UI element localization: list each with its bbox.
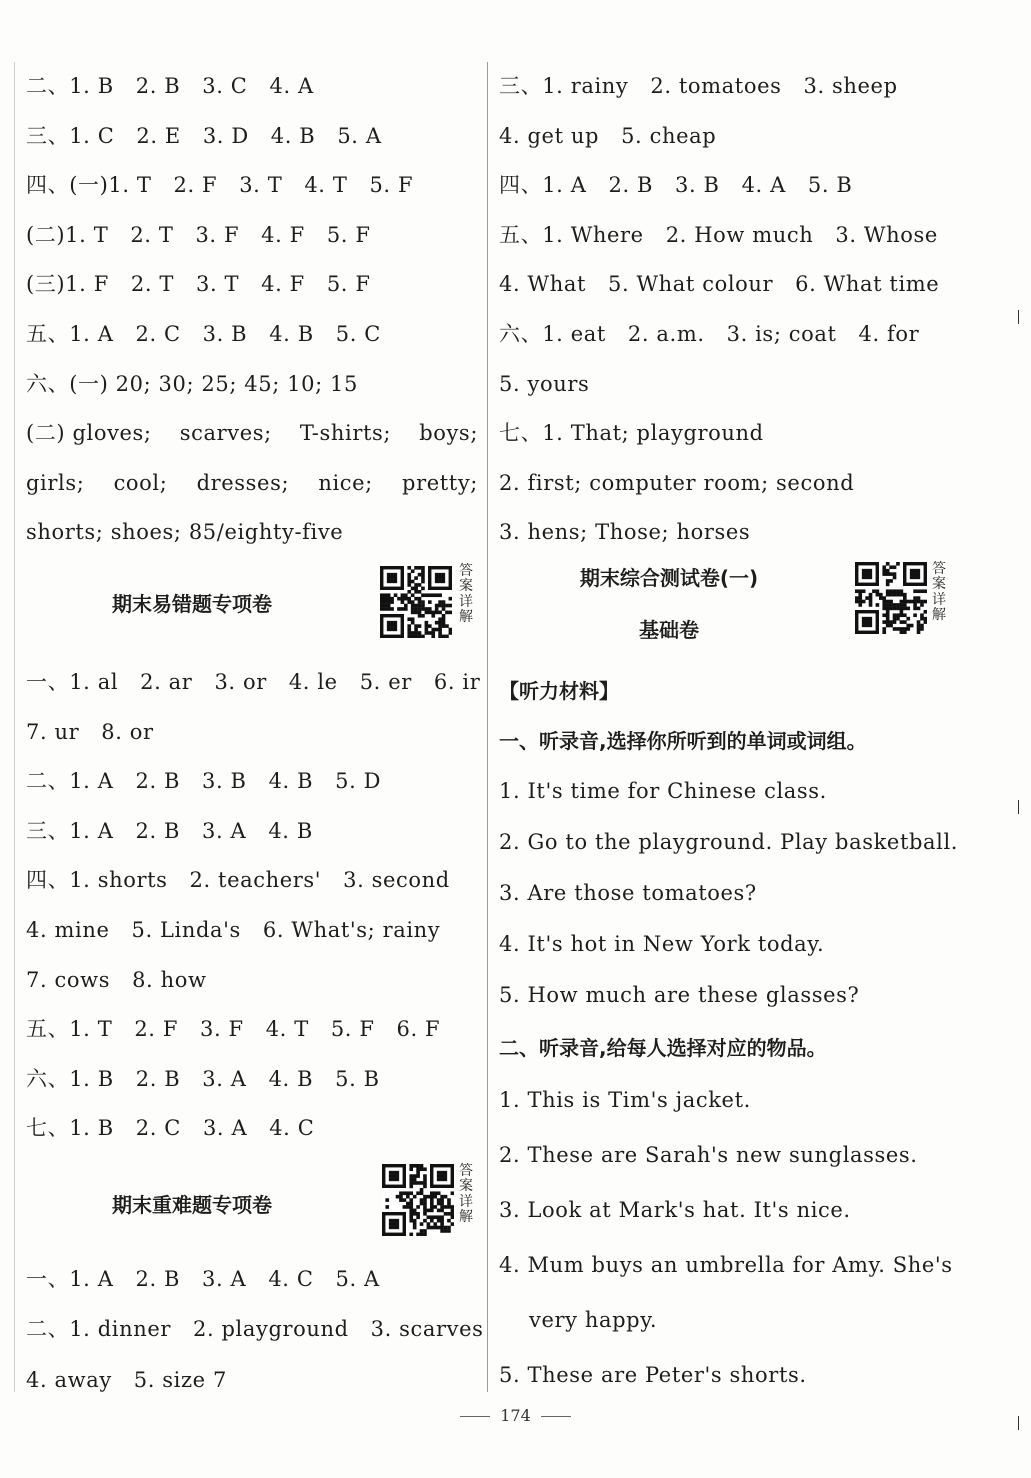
answer-item: 4. away	[26, 1367, 112, 1392]
answer-item: 5. F	[326, 272, 371, 297]
script-line	[499, 868, 959, 919]
answer-line	[499, 459, 959, 509]
answer-item: 4. F	[261, 222, 305, 247]
answer-item: 5. B	[335, 1066, 380, 1091]
answer-item: 3. scarves	[370, 1317, 484, 1342]
answer-item: 一、1. A	[26, 1266, 114, 1291]
footer-dash	[460, 1416, 490, 1417]
answer-line	[26, 906, 478, 956]
answer-item: cool;	[113, 470, 168, 495]
answer-item: 三、1. A	[26, 818, 114, 843]
answer-line	[26, 459, 478, 509]
answer-item: 2. a.m.	[627, 321, 705, 346]
answer-item: 3. sheep	[803, 74, 898, 98]
answer-line	[26, 161, 478, 211]
script-line	[499, 1238, 959, 1293]
answer-item: 2. C	[135, 321, 181, 346]
answer-item: 4. C	[268, 1266, 314, 1291]
answer-item: 2. B	[135, 74, 181, 98]
answer-item: 4. mine	[26, 917, 110, 942]
answer-item: 4. What	[499, 272, 586, 297]
answer-block	[499, 62, 959, 558]
answer-line	[26, 62, 478, 112]
answer-line	[26, 1104, 478, 1154]
listening-script	[499, 766, 959, 1021]
column-divider	[487, 62, 488, 1392]
answer-item: 3. Look at Mark's hat. It's nice.	[499, 1197, 851, 1222]
answer-item: 4. B	[269, 321, 314, 346]
answer-item: 2. playground	[193, 1317, 349, 1342]
answer-item: boys;	[419, 421, 478, 446]
answer-item: 5. C	[335, 321, 381, 346]
script-line	[499, 970, 959, 1021]
answer-item: 3. second	[343, 868, 450, 893]
answer-item: 3. D	[202, 123, 249, 148]
answer-line	[26, 360, 478, 410]
answer-item: 3. A	[202, 1116, 248, 1141]
answer-item: 5. These are Peter's shorts.	[499, 1362, 807, 1387]
answer-item: dresses;	[196, 470, 290, 495]
answer-item: 2. How much	[665, 222, 814, 247]
qr-caption: 答 案 详 解	[459, 1162, 473, 1226]
answer-line	[26, 508, 478, 558]
answer-item: 5. What colour	[607, 272, 774, 297]
answer-item: 2. tomatoes	[650, 74, 782, 98]
answer-line	[26, 1355, 478, 1406]
margin-mark	[1018, 800, 1019, 814]
section-title: 期末综合测试卷(一)	[579, 565, 759, 590]
answer-item: 2. teachers'	[189, 868, 322, 893]
answer-line	[26, 956, 478, 1006]
answer-line	[499, 360, 959, 410]
answer-item: nice;	[318, 470, 373, 495]
answer-item: 4. Mum buys an umbrella for Amy. She's	[499, 1252, 953, 1277]
qr-caption: 答 案 详 解	[459, 562, 473, 626]
answer-item: 四、1. shorts	[26, 868, 168, 893]
answer-line	[26, 1304, 484, 1355]
answer-item: 2. ar	[140, 669, 193, 694]
answer-item: 3. F	[195, 222, 240, 247]
answer-item: 二、1. A	[26, 769, 114, 794]
answer-line	[499, 211, 959, 261]
listening-script	[499, 1073, 959, 1403]
answer-item: 3. B	[202, 769, 247, 794]
answer-line	[499, 508, 959, 558]
answer-item: shorts; shoes; 85/eighty-five	[26, 520, 344, 545]
answer-item: 5. F	[369, 173, 414, 198]
answer-item: 5. A	[335, 1266, 380, 1291]
answer-item: 3. A	[202, 1066, 247, 1091]
answer-item: 8. or	[101, 719, 154, 744]
answer-item: 五、1. T	[26, 1017, 113, 1042]
answer-block	[26, 409, 478, 508]
answer-item: 三、1. C	[26, 123, 115, 148]
answer-item: 4. B	[270, 123, 316, 148]
answer-item: 4. for	[858, 321, 920, 346]
answer-line	[26, 112, 478, 162]
answer-item: 6. What time	[795, 272, 940, 297]
answer-item: (二)1. T	[26, 222, 109, 247]
answer-item: 3. is; coat	[726, 321, 837, 346]
answer-line	[26, 658, 481, 708]
answer-item: 七、1. That; playground	[499, 421, 764, 446]
page-edge-line	[14, 62, 15, 1392]
section-subtitle: 基础卷	[639, 617, 699, 642]
answer-item: 6. ir	[433, 669, 481, 694]
answer-item: 5. F	[326, 222, 371, 247]
answer-item: 4. B	[268, 1066, 314, 1091]
answer-item: 5. How much are these glasses?	[499, 982, 860, 1007]
left-column	[26, 62, 484, 1405]
answer-item: 7. cows	[26, 967, 111, 992]
answer-line	[26, 310, 478, 360]
answer-item: 二、1. dinner	[26, 1317, 171, 1342]
answer-item: 1. This is Tim's jacket.	[499, 1087, 751, 1112]
script-line	[499, 1183, 959, 1238]
answer-item: 七、1. B	[26, 1116, 114, 1141]
answer-item: 二、1. B	[26, 74, 114, 98]
answer-item: 2. B	[135, 1266, 181, 1291]
answer-item: 3. A	[202, 1266, 247, 1291]
part2-heading: 二、听录音,给每人选择对应的物品。	[499, 1035, 827, 1060]
answer-item: 四、1. A	[499, 173, 587, 198]
section-header-yicuoti	[26, 558, 478, 658]
answer-line	[26, 1254, 478, 1305]
answer-item: 2. B	[135, 1066, 181, 1091]
answer-item: T-shirts;	[299, 421, 392, 446]
part1-heading: 一、听录音,选择你所听到的单词或词组。	[499, 728, 867, 753]
answer-item: 2. B	[135, 818, 181, 843]
answer-item: 5. B	[807, 173, 853, 198]
qr-code-icon[interactable]	[380, 566, 452, 638]
answer-item: 六、1. eat	[499, 321, 606, 346]
answer-item: 2. These are Sarah's new sunglasses.	[499, 1142, 918, 1167]
answer-item: 4. C	[269, 1116, 315, 1141]
answer-item: 2. B	[608, 173, 654, 198]
answer-line	[499, 161, 959, 211]
answer-item: 2. E	[136, 123, 181, 148]
script-line	[499, 919, 959, 970]
qr-code-icon[interactable]	[382, 1164, 454, 1236]
answer-line	[499, 409, 959, 459]
answer-item: 5. size 7	[133, 1367, 227, 1392]
answer-item: 3. B	[202, 321, 248, 346]
page-number: 174	[500, 1406, 531, 1425]
answer-item: 2. F	[134, 1017, 179, 1042]
script-line	[499, 817, 959, 868]
answer-item: 5. F	[330, 1017, 375, 1042]
answer-item: 3. F	[200, 1017, 244, 1042]
footer-dash	[541, 1416, 571, 1417]
answer-item: 2. Go to the playground. Play basketball.	[499, 829, 959, 854]
answer-item: 六、(一) 20; 30; 25; 45; 10; 15	[26, 371, 358, 396]
answer-line	[26, 1005, 478, 1055]
answer-item: 4. A	[741, 173, 786, 198]
answer-item: 3. C	[202, 74, 248, 98]
answer-line	[26, 708, 478, 758]
margin-mark	[1018, 310, 1019, 324]
page-footer	[0, 1406, 1031, 1425]
answer-item: 3. B	[675, 173, 720, 198]
answer-item: scarves;	[179, 421, 272, 446]
script-line	[499, 1073, 959, 1128]
answer-item: 4. A	[269, 74, 314, 98]
section-header-qimo-zonghe	[499, 558, 959, 666]
answer-item: 4. T	[265, 1017, 309, 1042]
answer-item: 4. F	[261, 272, 305, 297]
answer-item: 5. er	[359, 669, 412, 694]
answer-item: 4. B	[268, 769, 314, 794]
answer-item: 四、(一)1. T	[26, 173, 152, 198]
script-line	[499, 766, 959, 817]
answer-item: 3. T	[196, 272, 240, 297]
answer-item: 2. T	[130, 272, 174, 297]
answer-line	[499, 310, 959, 360]
answer-item: 2. T	[130, 222, 174, 247]
answer-line	[26, 807, 478, 857]
answer-item: 3. T	[239, 173, 283, 198]
answer-item: (三)1. F	[26, 272, 109, 297]
answer-item: 2. B	[135, 769, 181, 794]
answer-item: 6. F	[396, 1017, 441, 1042]
answer-line	[26, 856, 478, 906]
qr-code-icon[interactable]	[855, 562, 927, 634]
answer-item: 4. get up	[499, 123, 600, 148]
answer-item: (二) gloves;	[26, 421, 152, 446]
answer-item: 5. D	[335, 769, 382, 794]
answer-item: 7. ur	[26, 719, 80, 744]
answer-block	[26, 658, 481, 1154]
section-title: 期末重难题专项卷	[112, 1192, 272, 1217]
answer-item: girls;	[26, 470, 85, 495]
answer-line	[499, 112, 959, 162]
right-column	[499, 62, 959, 1403]
answer-line	[499, 62, 959, 112]
answer-item: very happy.	[529, 1307, 658, 1332]
qr-caption: 答 案 详 解	[932, 560, 946, 624]
answer-item: 4. B	[268, 818, 313, 843]
answer-item: 3. hens; Those; horses	[499, 520, 751, 545]
answer-item: 五、1. Where	[499, 222, 644, 247]
answer-item: 三、1. rainy	[499, 74, 629, 98]
answer-item: 5. A	[337, 123, 382, 148]
answer-item: 2. C	[135, 1116, 181, 1141]
answer-item: 2. first; computer room; second	[499, 470, 855, 495]
answer-line	[26, 1055, 478, 1105]
script-line	[499, 1293, 959, 1348]
answer-item: 3. or	[214, 669, 267, 694]
answer-item: 6. What's; rainy	[262, 917, 441, 942]
section-title: 期末易错题专项卷	[112, 591, 272, 616]
answer-line	[499, 260, 959, 310]
answer-item: 5. yours	[499, 371, 590, 396]
answer-item: 五、1. A	[26, 321, 114, 346]
answer-item: 5. Linda's	[131, 917, 241, 942]
answer-item: 8. how	[132, 967, 207, 992]
listening-material-label: 【听力材料】	[499, 678, 619, 703]
answer-line	[26, 260, 478, 310]
answer-item: 一、1. al	[26, 669, 119, 694]
answer-block	[26, 508, 478, 558]
answer-item: 4. It's hot in New York today.	[499, 931, 825, 956]
answer-line	[26, 409, 478, 459]
answer-item: 1. It's time for Chinese class.	[499, 778, 827, 803]
answer-item: 4. le	[288, 669, 338, 694]
answer-item: 3. Whose	[835, 222, 938, 247]
answer-item: 2. F	[173, 173, 218, 198]
answer-item: 5. cheap	[621, 123, 717, 148]
answer-item: 六、1. B	[26, 1066, 114, 1091]
script-line	[499, 1128, 959, 1183]
answer-item: pretty;	[402, 470, 478, 495]
answer-block	[26, 1254, 484, 1406]
answer-item: 3. A	[202, 818, 247, 843]
answer-item: 3. Are those tomatoes?	[499, 880, 757, 905]
answer-line	[26, 211, 478, 261]
answer-item: 4. T	[304, 173, 348, 198]
answer-line	[26, 757, 478, 807]
script-line	[499, 1348, 959, 1403]
answer-block	[26, 62, 478, 409]
section-header-zhongnanti	[26, 1154, 478, 1254]
